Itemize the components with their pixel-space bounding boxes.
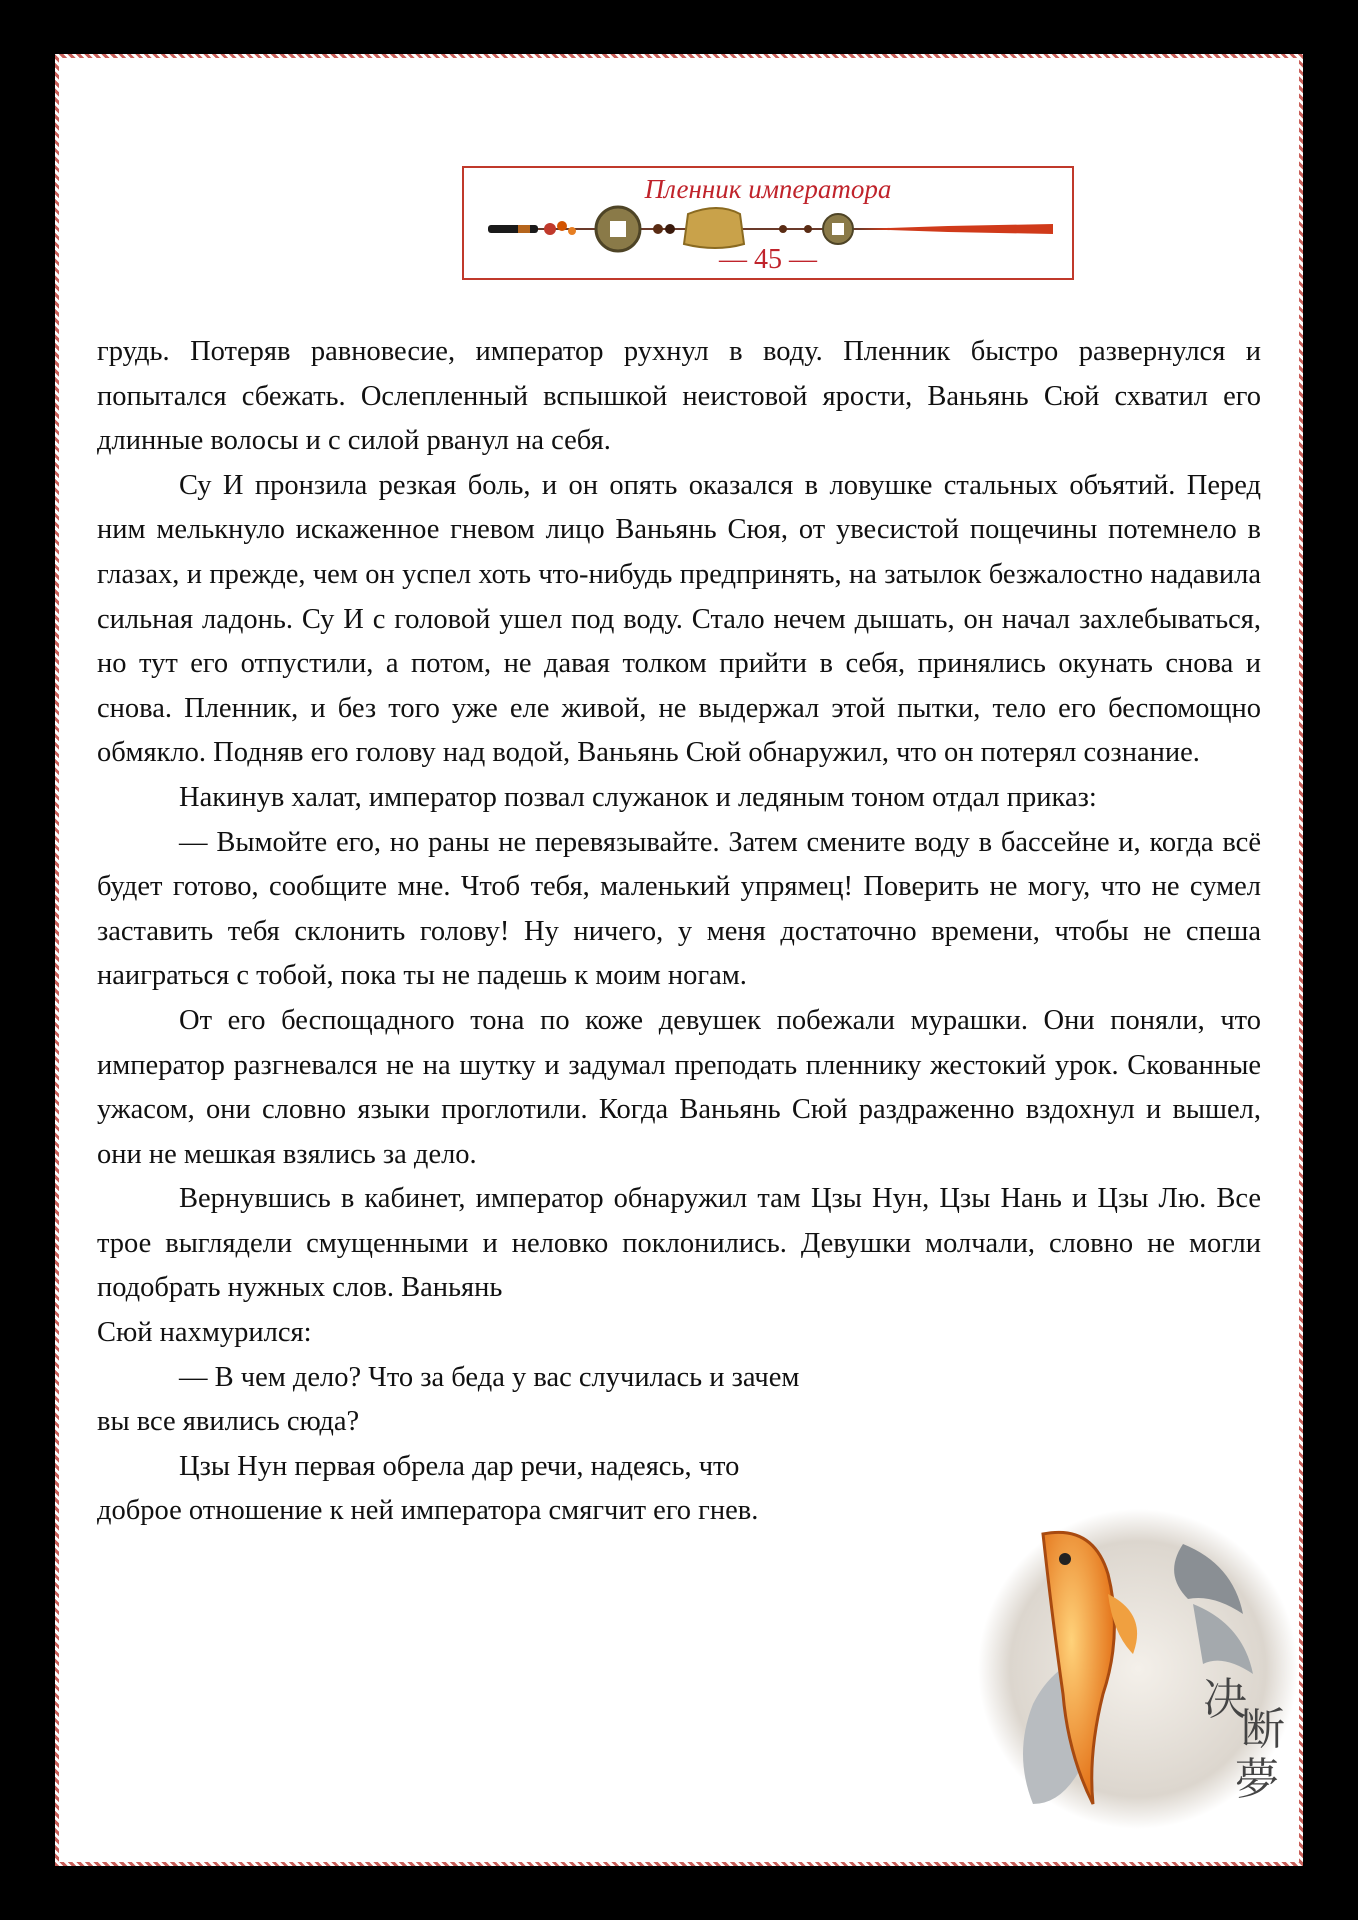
page-header — [462, 166, 1074, 280]
book-title: Пленник императора — [644, 174, 892, 204]
paragraph: Вернувшись в кабинет, император обнаружил там Цзы Нун, Цзы Нань и Цзы Лю. Все трое выглядели смущенными и неловко поклонились. Девушки молчали, словно не могли подобрать нужных слов. Ваньянь — [97, 1183, 1261, 1304]
koi-dragon-medallion — [973, 1504, 1303, 1834]
text-line: Сюй нахмурился: — [97, 1317, 312, 1349]
wrapped-text-block — [97, 1311, 957, 1534]
text-line: доброе отношение к ней императора смягчит его гнев. — [97, 1495, 759, 1527]
text-line: вы все явились сюда? — [97, 1406, 360, 1438]
text-line: Цзы Нун первая обрела дар речи, надеясь, что — [179, 1450, 740, 1482]
medallion-glyph: 夢 — [1235, 1754, 1279, 1805]
paragraph: Накинув халат, император позвал служанок и ледяным тоном отдал приказ: — [179, 781, 1097, 813]
page-number: — 45 — — [719, 244, 817, 275]
paragraph: грудь. Потеряв равновесие, император рухнул в воду. Пленник быстро развернулся и попытался сбежать. Ослепленный вспышкой неистовой ярости, Ваньянь Сюй схватил его длинные волосы и с силой рванул на себя. — [97, 336, 1261, 457]
paragraph: От его беспощадного тона по коже девушек побежали мурашки. Они поняли, что император разгневался не на шутку и задумал преподать пленнику жестокий урок. Скованные ужасом, они словно языки проглотили. Когда Ваньянь Сюй раздраженно вздохнул и вышел, они не мешкая взялись за дело. — [97, 1004, 1261, 1170]
medallion-glyph: 决 — [1203, 1674, 1247, 1725]
paragraph: — Вымойте его, но раны не перевязывайте. Затем смените воду в бассейне и, когда всё будет готово, сообщите мне. Чтоб тебя, маленький упрямец! Поверить не могу, что не сумел заставить тебя склонить голову! Ну ничего, у меня достаточно времени, чтобы не спеша наиграться с тобой, пока ты не падешь к моим ногам. — [97, 826, 1261, 992]
paragraph: Су И пронзила резкая боль, и он опять оказался в ловушке стальных объятий. Перед ним мелькнуло искаженное гневом лицо Ваньянь Сюя, от увесистой пощечины потемнело в глазах, и прежде, чем он успел хоть что-нибудь предпринять, на затылок безжалостно надавила сильная ладонь. Су И с головой ушел под воду. Стало нечем дышать, он начал захлебываться, но тут его отпустили, а потом, не давая толком прийти в себя, принялись окунать снова и снова. Пленник, и без того уже еле живой, не выдержал этой пытки, тело его беспомощно обмякло. Подняв его голову над водой, Ваньянь Сюй обнаружил, что он потерял сознание. — [97, 469, 1261, 769]
medallion-glyph: 断 — [1241, 1704, 1285, 1755]
text-line: — В чем дело? Что за беда у вас случилась и зачем — [179, 1361, 800, 1393]
body-text — [97, 330, 1261, 1534]
book-page — [55, 54, 1303, 1866]
